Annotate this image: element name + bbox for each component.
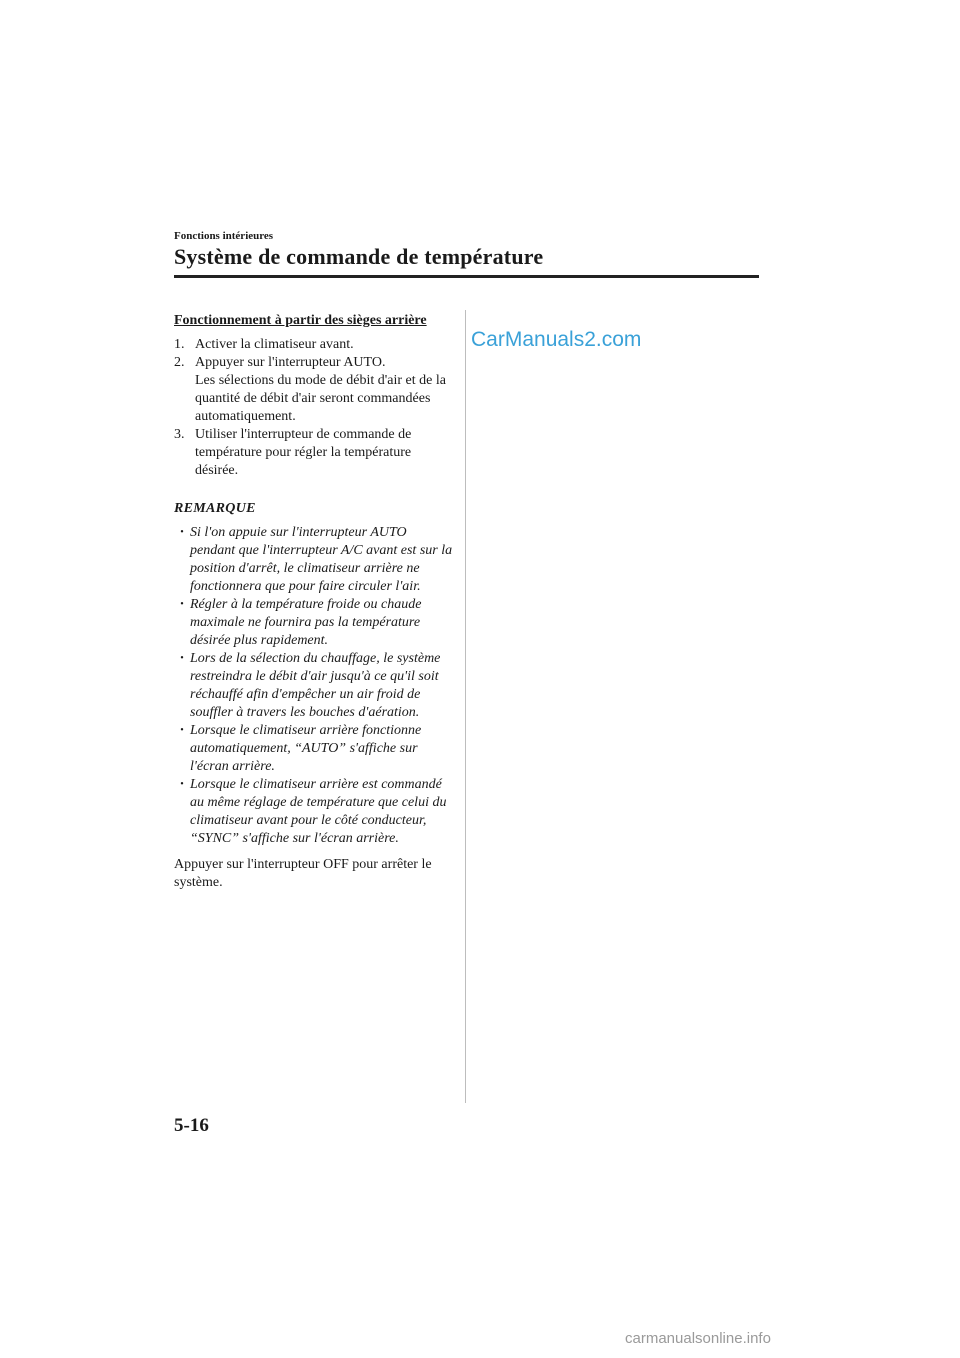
- bullet-icon: •: [180, 527, 184, 538]
- bullet-icon: •: [180, 779, 184, 790]
- note-text: Lorsque le climatiseur arrière est commandé au même réglage de température que celui du climatiseur avant pour le côté conducteur, “SYNC” s'affiche sur l'écran arrière.: [190, 777, 447, 846]
- step-continuation: Les sélections du mode de débit d'air et de la quantité de débit d'air seront commandées automatiquement.: [195, 373, 446, 424]
- notes-list: [174, 524, 454, 848]
- note-text: Lors de la sélection du chauffage, le système restreindra le débit d'air jusqu'à ce qu'il soit réchauffé afin d'empêcher un air froid de souffler à travers les bouches d'aération.: [190, 651, 441, 720]
- watermark-link[interactable]: CarManuals2.com: [471, 328, 642, 351]
- note-text: Régler à la température froide ou chaude maximale ne fournira pas la température désirée plus rapidement.: [190, 597, 422, 648]
- step-text: Utiliser l'interrupteur de commande de température pour régler la température désirée.: [195, 427, 412, 478]
- list-item: [174, 776, 454, 848]
- step-text: Appuyer sur l'interrupteur AUTO.: [195, 355, 386, 370]
- step-number: 1.: [174, 337, 185, 352]
- column-divider: [465, 310, 466, 1103]
- bullet-icon: •: [180, 653, 184, 664]
- step-text: Activer la climatiseur avant.: [195, 337, 354, 352]
- list-item: [174, 596, 454, 650]
- step-number: 3.: [174, 427, 185, 442]
- list-item: [174, 336, 454, 354]
- list-item: [174, 722, 454, 776]
- list-item: [174, 354, 454, 372]
- note-text: Si l'on appuie sur l'interrupteur AUTO pendant que l'interrupteur A/C avant est sur la position d'arrêt, le climatiseur arrière ne fonctionnera que pour faire circuler l'air.: [190, 525, 453, 594]
- closing-paragraph: Appuyer sur l'interrupteur OFF pour arrêter le système.: [174, 857, 432, 890]
- list-item: [174, 650, 454, 722]
- page-title: Système de commande de température: [174, 244, 544, 269]
- bullet-icon: •: [180, 599, 184, 610]
- title-rule: [174, 275, 759, 278]
- left-column: [174, 312, 454, 892]
- step-number: 2.: [174, 355, 185, 370]
- note-heading: REMARQUE: [174, 501, 256, 516]
- page-number: 5-16: [174, 1115, 209, 1136]
- list-item: [174, 524, 454, 596]
- section-label: Fonctions intérieures: [174, 230, 274, 242]
- subheading: Fonctionnement à partir des sièges arrière: [174, 313, 427, 328]
- bullet-icon: •: [180, 725, 184, 736]
- watermark-footer-link[interactable]: carmanualsonline.info: [625, 1330, 771, 1347]
- steps-list: [174, 336, 454, 480]
- list-item: [174, 426, 454, 480]
- note-text: Lorsque le climatiseur arrière fonctionne automatiquement, “AUTO” s'affiche sur l'écran arrière.: [190, 723, 422, 774]
